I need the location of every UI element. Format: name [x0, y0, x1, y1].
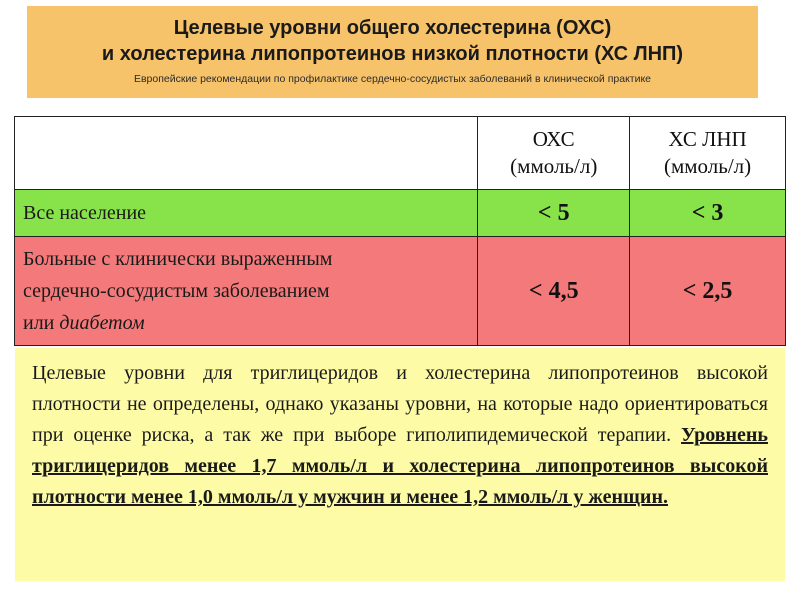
value-ohs: < 4,5: [478, 237, 630, 346]
column-header-ldl-name: ХС ЛНП: [668, 127, 747, 151]
column-header-ldl: [630, 117, 786, 190]
note-text: Целевые уровни для триглицеридов и холестерина липопротеинов высокой плотности не определены, однако указаны уровни, на которые надо ориентироваться при оценке риска, а так же при выборе гиполипидемической терапии.: [32, 362, 768, 446]
value-ldl: < 2,5: [630, 237, 786, 346]
row-label-line-1: Больные с клинически выраженным: [23, 248, 333, 270]
column-header-ldl-unit: (ммоль/л): [663, 154, 752, 178]
subtitle: Европейские рекомендации по профилактике сердечно-сосудистых заболеваний в клинической практике: [133, 73, 652, 85]
title-banner: [27, 6, 758, 98]
note-box: [15, 348, 785, 581]
column-header-ohs: [478, 117, 630, 190]
row-label-or: или: [23, 312, 60, 334]
row-label: Все население: [15, 190, 478, 237]
column-header-ohs-name: ОХС: [532, 127, 575, 151]
row-label: [15, 237, 478, 346]
row-label-diabetes: диабетом: [59, 312, 145, 334]
value-ldl: < 3: [630, 190, 786, 237]
table-row-general-population: [15, 190, 786, 237]
table-row-cvd-patients: [15, 237, 786, 346]
table-header-row: [15, 117, 786, 190]
header-empty-cell: [15, 117, 478, 190]
row-label-line-2: сердечно-сосудистым заболеванием: [23, 280, 330, 302]
value-ohs: < 5: [478, 190, 630, 237]
target-levels-table: [14, 116, 786, 346]
title-line-2: и холестерина липопротеинов низкой плотности (ХС ЛНП): [101, 43, 684, 65]
title-line-1: Целевые уровни общего холестерина (ОХС): [173, 17, 612, 39]
column-header-ohs-unit: (ммоль/л): [510, 154, 598, 178]
note-emphasis: Уровнень триглицеридов менее 1,7 ммоль/л и холестерина липопротеинов высокой плотности менее 1,0 ммоль/л у мужчин и менее 1,2 ммоль/л у женщин.: [32, 424, 768, 508]
row-label-line-3: [23, 307, 477, 339]
